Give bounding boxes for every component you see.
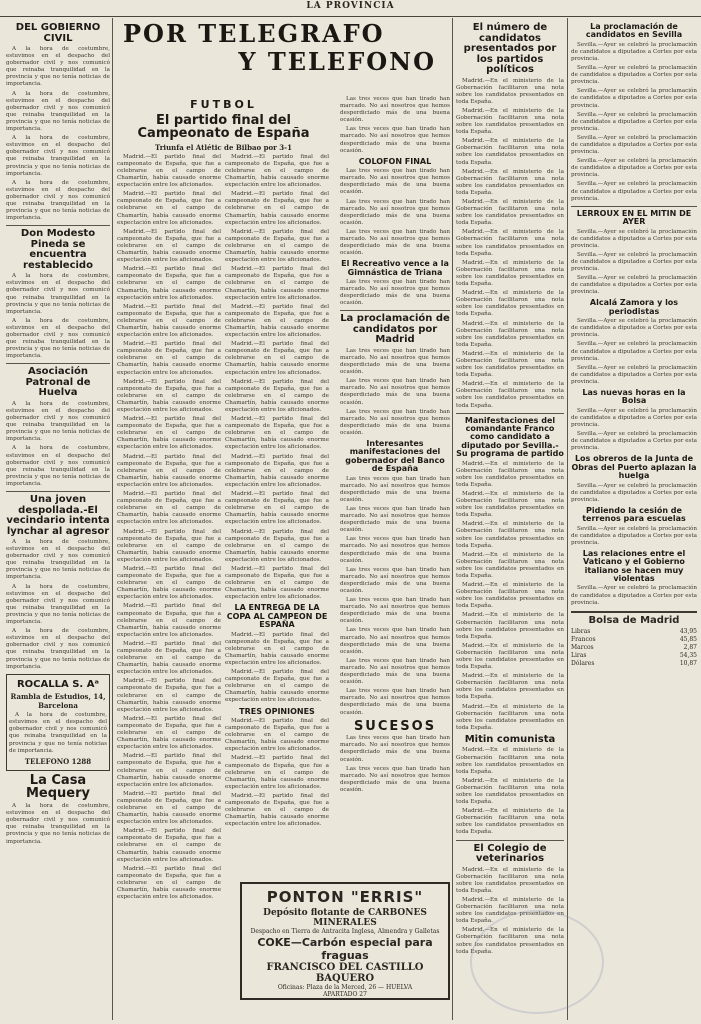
article-text: Madrid.—El partido final del campeonato de España, que fue a celebrarse en el campo de Chamartín, había causado enorme expectación entre los aficionados. bbox=[117, 715, 221, 751]
article-text: Madrid.—El partido final del campeonato de España, que fue a celebrarse en el campo de Chamartín, había causado enorme expectación entre los aficionados. bbox=[117, 640, 221, 676]
article-text: Madrid.—El partido final del campeonato de España, que fue a celebrarse en el campo de Chamartín, había causado enorme expectación entre los aficionados. bbox=[225, 341, 329, 376]
article-text: Madrid.—El partido final del campeonato de España, que fue a celebrarse en el campo de Chamartín, había causado enorme expectación entre los aficionados. bbox=[117, 416, 221, 451]
stock-label: Liras bbox=[571, 651, 587, 659]
article-text: Sevilla.—Ayer se celebró la proclamación de candidatos a diputados a Cortes por esta provincia. bbox=[571, 251, 697, 272]
article-text: Madrid.—En el ministerio de la Gobernación facilitaron una nota sobre los candidatos presentados en toda España. bbox=[456, 138, 564, 166]
article-text: Madrid.—En el ministerio de la Gobernación facilitaron una nota sobre los candidatos presentados en toda España. bbox=[456, 703, 564, 731]
masthead-title: LA PROVINCIA bbox=[306, 1, 395, 11]
divider bbox=[6, 491, 110, 492]
article-text: Sevilla.—Ayer se celebró la proclamación de candidatos a diputados a Cortes por esta provincia. bbox=[571, 134, 697, 156]
article-text: Madrid.—En el ministerio de la Gobernación facilitaron una nota sobre los candidatos presentados en toda España. bbox=[456, 381, 564, 409]
headline: El número de candidatos presentados por los partidos políticos bbox=[463, 22, 557, 75]
article-text: Madrid.—El partido final del campeonato de España, que fue a celebrarse en el campo de Chamartín, había causado enorme expectación entre los aficionados. bbox=[117, 453, 221, 488]
advertisement-rocalla bbox=[6, 674, 110, 771]
article-text: A la hora de costumbre, estuvimos en el despacho del gobernador civil y nos comunicó que reinaba tranquilidad en la provincia y que no tenía noticias de importancia. bbox=[6, 803, 110, 845]
subheadline: Triunfa el Atlétic de Bilbao por 3-1 bbox=[155, 142, 292, 152]
article-text: Madrid.—El partido final del campeonato de España, que fue a celebrarse en el campo de Chamartín, había causado enorme expectación entre los aficionados. bbox=[117, 491, 221, 526]
banner-line-1: POR TELEGRAFO bbox=[123, 19, 385, 48]
article-text: Madrid.—El partido final del campeonato de España, que fue a celebrarse en el campo de Chamartín, había causado enorme expectación entre los aficionados. bbox=[117, 378, 221, 414]
article-text: Las tres veces que han tirado han marcado. No así nosotros que hemos desperdiciado más de una buena ocasión. bbox=[340, 505, 450, 534]
article-text: Sevilla.—Ayer se celebró la proclamación de candidatos a diputados a Cortes por esta provincia. bbox=[571, 275, 697, 296]
headline: Alcalá Zamora y los periodistas bbox=[589, 298, 679, 316]
article-text: A la hora de costumbre, estuvimos en el despacho del gobernador civil y nos comunicó que reinaba tranquilidad en la provincia y que no tenía noticias de importancia. bbox=[6, 135, 110, 177]
article-text: Sevilla.—Ayer se celebró la proclamación de candidatos a diputados a Cortes por esta provincia. bbox=[571, 88, 697, 109]
article-text: Madrid.—El partido final del campeonato de España, que fue a celebrarse en el campo de Chamartín, había causado enorme expectación entre los aficionados. bbox=[225, 491, 329, 526]
column-1 bbox=[6, 20, 110, 1020]
article-text: Madrid.—El partido final del campeonato de España, que fue a celebrarse en el campo de Chamartín, había causado enorme expectación entre los aficionados. bbox=[225, 717, 329, 753]
article-text: Las tres veces que han tirado han marcado. No así nosotros que hemos desperdiciado más de una buena ocasión. bbox=[340, 279, 450, 307]
article-text: Madrid.—En el ministerio de la Gobernación facilitaron una nota sobre los candidatos presentados en toda España. bbox=[456, 866, 564, 894]
ad-text: A la hora de costumbre, estuvimos en el despacho del gobernador civil y nos comunicó que reinaba tranquilidad en la provincia y que no tenía noticias de importancia. bbox=[9, 712, 107, 754]
article-text: Madrid.—En el ministerio de la Gobernación facilitaron una nota sobre los candidatos presentados en toda España. bbox=[456, 896, 564, 925]
article-text: Sevilla.—Ayer se celebró la proclamación de candidatos a diputados a Cortes por esta provincia. bbox=[571, 318, 697, 339]
ad-line: Oficinas: Plaza de la Merced, 26 — HUELVA bbox=[277, 984, 413, 991]
article-text: Madrid.—En el ministerio de la Gobernación facilitaron una nota sobre los candidatos presentados en toda España. bbox=[456, 290, 564, 318]
article-text: Las tres veces que han tirado han marcado. No así nosotros que hemos desperdiciado más de una buena ocasión. bbox=[340, 657, 450, 686]
column-3 bbox=[340, 96, 450, 876]
article-text: Madrid.—En el ministerio de la Gobernación facilitaron una nota sobre los candidatos presentados en toda España. bbox=[456, 582, 564, 610]
stock-label: Marcos bbox=[571, 643, 594, 651]
article-text: Madrid.—En el ministerio de la Gobernación facilitaron una nota sobre los candidatos presentados en toda España. bbox=[456, 259, 564, 288]
headline: Las nuevas horas en la Bolsa bbox=[582, 388, 686, 406]
ad-title: PONTON "ERRIS" bbox=[266, 888, 424, 906]
article-text: A la hora de costumbre, estuvimos en el despacho del gobernador civil y nos comunicó que reinaba tranquilidad en la provincia y que no tenía noticias de importancia. bbox=[6, 179, 110, 222]
stock-title: Bolsa de Madrid bbox=[588, 614, 680, 626]
article-text: A la hora de costumbre, estuvimos en el despacho del gobernador civil y nos comunicó que reinaba tranquilidad en la provincia y que no tenía noticias de importancia. bbox=[6, 539, 110, 581]
article-text: Las tres veces que han tirado han marcado. No así nosotros que hemos desperdiciado más de una buena ocasión. bbox=[340, 347, 450, 376]
headline: Asociación Patronal de Huelva bbox=[25, 366, 91, 399]
article-text: Las tres veces que han tirado han marcado. No así nosotros que hemos desperdiciado más de una buena ocasión. bbox=[340, 475, 450, 503]
column-5 bbox=[571, 20, 697, 1020]
column-rule bbox=[452, 18, 453, 1020]
article-text: Madrid.—El partido final del campeonato de España, que fue a celebrarse en el campo de Chamartín, había causado enorme expectación entre los aficionados. bbox=[117, 753, 221, 788]
article-text: Madrid.—En el ministerio de la Gobernación facilitaron una nota sobre los candidatos presentados en toda España. bbox=[456, 808, 564, 836]
headline: La proclamación de candidatos por Madrid bbox=[340, 313, 450, 346]
article-text: Madrid.—El partido final del campeonato de España, que fue a celebrarse en el campo de Chamartín, había causado enorme expectación entre los aficionados. bbox=[225, 755, 329, 790]
headline: DEL GOBIERNO CIVIL bbox=[15, 22, 101, 44]
article-text: Las tres veces que han tirado han marcado. No así nosotros que hemos desperdiciado más de una buena ocasión. bbox=[340, 597, 450, 625]
article-text: Madrid.—En el ministerio de la Gobernación facilitaron una nota sobre los candidatos presentados en toda España. bbox=[456, 460, 564, 488]
article-text: Las tres veces que han tirado han marcado. No así nosotros que hemos desperdiciado más de una buena ocasión. bbox=[340, 566, 450, 595]
article-text: Las tres veces que han tirado han marcado. No así nosotros que hemos desperdiciado más de una buena ocasión. bbox=[340, 96, 450, 124]
article-text: Madrid.—El partido final del campeonato de España, que fue a celebrarse en el campo de Chamartín, había causado enorme expectación entre los aficionados. bbox=[225, 378, 329, 414]
article-text: A la hora de costumbre, estuvimos en el despacho del gobernador civil y nos comunicó que reinaba tranquilidad en la provincia y que no tenía noticias de importancia. bbox=[6, 445, 110, 487]
banner-line-2: Y TELEFONO bbox=[238, 47, 436, 76]
headline: Manifestaciones del comandante Franco como candidato a diputado por Sevilla.-Su programa de partido bbox=[456, 415, 564, 459]
stock-value: 2,87 bbox=[683, 643, 697, 651]
article-text: Madrid.—En el ministerio de la Gobernación facilitaron una nota sobre los candidatos presentados en toda España. bbox=[456, 551, 564, 579]
article-text: Madrid.—El partido final del campeonato de España, que fue a celebrarse en el campo de Chamartín, había causado enorme expectación entre los aficionados. bbox=[117, 303, 221, 339]
article-text: A la hora de costumbre, estuvimos en el despacho del gobernador civil y nos comunicó que reinaba tranquilidad en la provincia y que no tenía noticias de importancia. bbox=[6, 317, 110, 360]
article-text: Madrid.—En el ministerio de la Gobernación facilitaron una nota sobre los candidatos presentados en toda España. bbox=[456, 77, 564, 105]
article-text: Madrid.—El partido final del campeonato de España, que fue a celebrarse en el campo de Chamartín, había causado enorme expectación entre los aficionados. bbox=[225, 266, 329, 301]
headline: Las relaciones entre el Vaticano y el Gobierno italiano se hacen muy violentas bbox=[582, 548, 686, 584]
article-text: Madrid.—El partido final del campeonato de España, que fue a celebrarse en el campo de Chamartín, había causado enorme expectación entre los aficionados. bbox=[117, 678, 221, 713]
ad-subtitle: Rambla de Estudios, 14, Barcelona bbox=[10, 692, 106, 711]
article-text: Madrid.—El partido final del campeonato de España, que fue a celebrarse en el campo de Chamartín, había causado enorme expectación entre los aficionados. bbox=[225, 416, 329, 451]
divider bbox=[456, 840, 564, 841]
stock-row bbox=[571, 660, 697, 668]
column-4 bbox=[456, 20, 564, 1020]
article-text: Madrid.—En el ministerio de la Gobernación facilitaron una nota sobre los candidatos presentados en toda España. bbox=[456, 747, 564, 775]
stock-value: 54,35 bbox=[679, 651, 697, 659]
article-text: Las tres veces que han tirado han marcado. No así nosotros que hemos desperdiciado más de una buena ocasión. bbox=[340, 688, 450, 716]
article-text: Sevilla.—Ayer se celebró la proclamación de candidatos a diputados a Cortes por esta provincia. bbox=[571, 65, 697, 86]
headline: LERROUX EN EL MITIN DE AYER bbox=[576, 208, 692, 227]
article-columns bbox=[117, 154, 330, 903]
article-column bbox=[117, 154, 221, 903]
article-text: Las tres veces que han tirado han marcado. No así nosotros que hemos desperdiciado más de una buena ocasión. bbox=[340, 168, 450, 196]
ad-line: FRANCISCO DEL CASTILLO BAQUERO bbox=[266, 962, 424, 984]
article-text: Madrid.—En el ministerio de la Gobernación facilitaron una nota sobre los candidatos presentados en toda España. bbox=[456, 168, 564, 196]
article-text: Madrid.—En el ministerio de la Gobernación facilitaron una nota sobre los candidatos presentados en toda España. bbox=[456, 777, 564, 806]
divider bbox=[6, 363, 110, 364]
article-text: Madrid.—El partido final del campeonato de España, que fue a celebrarse en el campo de Chamartín, había causado enorme expectación entre los aficionados. bbox=[117, 565, 221, 601]
article-text: Madrid.—El partido final del campeonato de España, que fue a celebrarse en el campo de Chamartín, había causado enorme expectación entre los aficionados. bbox=[225, 565, 329, 601]
article-text: Madrid.—El partido final del campeonato de España, que fue a celebrarse en el campo de Chamartín, había causado enorme expectación entre los aficionados. bbox=[117, 603, 221, 638]
headline: Una joven despollada.-El vecindario intenta lynchar al agresor bbox=[6, 494, 110, 537]
article-text: Las tres veces que han tirado han marcado. No así nosotros que hemos desperdiciado más de una buena ocasión. bbox=[340, 126, 450, 154]
column-2 bbox=[117, 96, 330, 901]
article-text: A la hora de costumbre, estuvimos en el despacho del gobernador civil y nos comunicó que reinaba tranquilidad en la provincia y que no tenía noticias de importancia. bbox=[6, 273, 110, 315]
divider bbox=[571, 206, 697, 207]
headline: Don Modesto Pineda se encuentra restablecido bbox=[20, 228, 96, 271]
article-text: Madrid.—El partido final del campeonato de España, que fue a celebrarse en el campo de Chamartín, había causado enorme expectación entre los aficionados. bbox=[225, 303, 329, 339]
article-text: Sevilla.—Ayer se celebró la proclamación de candidatos a diputados a Cortes por esta provincia. bbox=[571, 585, 697, 606]
article-text: Madrid.—El partido final del campeonato de España, que fue a celebrarse en el campo de Chamartín, había causado enorme expectación entre los aficionados. bbox=[117, 341, 221, 376]
masthead-bar bbox=[0, 0, 701, 17]
article-text: Madrid.—El partido final del campeonato de España, que fue a celebrarse en el campo de Chamartín, había causado enorme expectación entre los aficionados. bbox=[117, 528, 221, 563]
headline: Interesantes manifestaciones del gobernador del Banco de España bbox=[345, 439, 445, 474]
article-text: Sevilla.—Ayer se celebró la proclamación de candidatos a diputados a Cortes por esta provincia. bbox=[571, 431, 697, 452]
section-label: FUTBOL bbox=[190, 98, 257, 111]
article-text: Las tres veces que han tirado han marcado. No así nosotros que hemos desperdiciado más de una buena ocasión. bbox=[340, 228, 450, 257]
article-text: Madrid.—El partido final del campeonato de España, que fue a celebrarse en el campo de Chamartín, había causado enorme expectación entre los aficionados. bbox=[117, 828, 221, 863]
ad-line: Depósito flotante de CARBONES MINERALES bbox=[263, 908, 427, 928]
article-text: Sevilla.—Ayer se celebró la proclamación de candidatos a diputados a Cortes por esta provincia. bbox=[571, 181, 697, 202]
article-text: A la hora de costumbre, estuvimos en el despacho del gobernador civil y nos comunicó que reinaba tranquilidad en la provincia y que no tenía noticias de importancia. bbox=[6, 46, 110, 88]
article-text: Madrid.—El partido final del campeonato de España, que fue a celebrarse en el campo de Chamartín, había causado enorme expectación entre los aficionados. bbox=[225, 792, 329, 828]
article-text: Madrid.—El partido final del campeonato de España, que fue a celebrarse en el campo de Chamartín, había causado enorme expectación entre los aficionados. bbox=[225, 228, 329, 264]
divider bbox=[340, 310, 450, 311]
ad-line: Despacho en Tierra de Antracita Inglesa, Almendra y Galletas bbox=[250, 928, 440, 935]
article-text: Sevilla.—Ayer se celebró la proclamación de candidatos a diputados a Cortes por esta provincia. bbox=[571, 228, 697, 249]
stock-row bbox=[571, 652, 697, 660]
article-text: Madrid.—El partido final del campeonato de España, que fue a celebrarse en el campo de Chamartín, había causado enorme expectación entre los aficionados. bbox=[117, 153, 221, 189]
headline: Mitin comunista bbox=[464, 733, 556, 745]
article-text: Madrid.—El partido final del campeonato de España, que fue a celebrarse en el campo de Chamartín, había causado enorme expectación entre los aficionados. bbox=[117, 191, 221, 226]
article-text: Sevilla.—Ayer se celebró la proclamación de candidatos a diputados a Cortes por esta provincia. bbox=[571, 158, 697, 179]
stock-row bbox=[571, 644, 697, 652]
stock-value: 43,95 bbox=[679, 627, 697, 635]
article-text: A la hora de costumbre, estuvimos en el despacho del gobernador civil y nos comunicó que reinaba tranquilidad en la provincia y que no tenía noticias de importancia. bbox=[6, 90, 110, 133]
advertisement-ponton-erris bbox=[240, 882, 450, 1000]
article-text: Madrid.—En el ministerio de la Gobernación facilitaron una nota sobre los candidatos presentados en toda España. bbox=[456, 107, 564, 136]
article-text: Madrid.—El partido final del campeonato de España, que fue a celebrarse en el campo de Chamartín, había causado enorme expectación entre los aficionados. bbox=[225, 153, 329, 189]
headline: El Recreativo vence a la Gimnástica de Triana bbox=[341, 259, 449, 277]
divider bbox=[6, 225, 110, 226]
headline: LA ENTREGA DE LA COPA AL CAMPEON DE ESPAÑA bbox=[226, 603, 328, 630]
article-text: Sevilla.—Ayer se celebró la proclamación de candidatos a diputados a Cortes por esta provincia. bbox=[571, 407, 697, 428]
article-text: Madrid.—En el ministerio de la Gobernación facilitaron una nota sobre los candidatos presentados en toda España. bbox=[456, 350, 564, 379]
library-stamp bbox=[470, 910, 604, 1014]
article-text: Madrid.—El partido final del campeonato de España, que fue a celebrarse en el campo de Chamartín, había causado enorme expectación entre los aficionados. bbox=[225, 631, 329, 666]
article-text: Madrid.—En el ministerio de la Gobernación facilitaron una nota sobre los candidatos presentados en toda España. bbox=[456, 521, 564, 549]
article-text: Las tres veces que han tirado han marcado. No así nosotros que hemos desperdiciado más de una buena ocasión. bbox=[340, 198, 450, 226]
stock-value: 10,87 bbox=[679, 659, 697, 667]
article-text: Madrid.—En el ministerio de la Gobernación facilitaron una nota sobre los candidatos presentados en toda España. bbox=[456, 320, 564, 348]
ad-phone: TELEFONO 1288 bbox=[24, 756, 92, 766]
article-text: Madrid.—El partido final del campeonato de España, que fue a celebrarse en el campo de Chamartín, había causado enorme expectación entre los aficionados. bbox=[117, 790, 221, 826]
ad-title: ROCALLA S. Aᵃ bbox=[16, 678, 100, 690]
headline: TRES OPINIONES bbox=[239, 706, 315, 716]
headline: Los obreros de la Junta de Obras del Puerto aplazan la huelga bbox=[571, 454, 697, 481]
article-text: Sevilla.—Ayer se celebró la proclamación de candidatos a diputados a Cortes por esta provincia. bbox=[571, 341, 697, 362]
article-text: Madrid.—En el ministerio de la Gobernación facilitaron una nota sobre los candidatos presentados en toda España. bbox=[456, 229, 564, 257]
ad-title: La Casa Mequery bbox=[25, 772, 91, 802]
section-banner bbox=[115, 20, 450, 92]
article-text: Madrid.—En el ministerio de la Gobernación facilitaron una nota sobre los candidatos presentados en toda España. bbox=[456, 490, 564, 519]
stock-label: Dólares bbox=[571, 659, 595, 667]
article-text: Las tres veces que han tirado han marcado. No así nosotros que hemos desperdiciado más de una buena ocasión. bbox=[340, 378, 450, 406]
stock-label: Francos bbox=[571, 635, 596, 643]
stock-table bbox=[571, 611, 697, 668]
article-column bbox=[225, 154, 329, 903]
article-text: Madrid.—En el ministerio de la Gobernación facilitaron una nota sobre los candidatos presentados en toda España. bbox=[456, 642, 564, 671]
article-text: A la hora de costumbre, estuvimos en el despacho del gobernador civil y nos comunicó que reinaba tranquilidad en la provincia y que no tenía noticias de importancia. bbox=[6, 583, 110, 626]
article-text: Sevilla.—Ayer se celebró la proclamación de candidatos a diputados a Cortes por esta provincia. bbox=[571, 111, 697, 132]
article-text: Madrid.—En el ministerio de la Gobernación facilitaron una nota sobre los candidatos presentados en toda España. bbox=[456, 673, 564, 701]
article-text: Madrid.—El partido final del campeonato de España, que fue a celebrarse en el campo de Chamartín, había causado enorme expectación entre los aficionados. bbox=[225, 453, 329, 488]
article-text: Las tres veces que han tirado han marcado. No así nosotros que hemos desperdiciado más de una buena ocasión. bbox=[340, 735, 450, 763]
article-text: Madrid.—El partido final del campeonato de España, que fue a celebrarse en el campo de Chamartín, había causado enorme expectación entre los aficionados. bbox=[117, 266, 221, 301]
headline: SUCESOS bbox=[353, 718, 437, 734]
article-text: Sevilla.—Ayer se celebró la proclamación de candidatos a diputados a Cortes por esta provincia. bbox=[571, 41, 697, 62]
stock-row bbox=[571, 636, 697, 644]
divider bbox=[456, 413, 564, 414]
article-text: Madrid.—El partido final del campeonato de España, que fue a celebrarse en el campo de Chamartín, había causado enorme expectación entre los aficionados. bbox=[225, 669, 329, 704]
column-rule bbox=[567, 18, 568, 1020]
stock-label: Libras bbox=[571, 627, 591, 635]
article-text: Las tres veces que han tirado han marcado. No así nosotros que hemos desperdiciado más de una buena ocasión. bbox=[340, 536, 450, 564]
article-text: Madrid.—El partido final del campeonato de España, que fue a celebrarse en el campo de Chamartín, había causado enorme expectación entre los aficionados. bbox=[225, 528, 329, 563]
stock-row bbox=[571, 628, 697, 636]
article-text: Sevilla.—Ayer se celebró la proclamación de candidatos a diputados a Cortes por esta provincia. bbox=[571, 364, 697, 385]
article-text: A la hora de costumbre, estuvimos en el despacho del gobernador civil y nos comunicó que reinaba tranquilidad en la provincia y que no tenía noticias de importancia. bbox=[6, 628, 110, 670]
headline: El Colegio de veterinarios bbox=[473, 842, 547, 865]
headline: El partido final del Campeonato de España bbox=[137, 112, 310, 142]
article-text: Madrid.—El partido final del campeonato de España, que fue a celebrarse en el campo de Chamartín, había causado enorme expectación entre los aficionados. bbox=[117, 865, 221, 901]
ad-line: APARTADO 27 bbox=[323, 991, 367, 998]
stock-value: 45,85 bbox=[679, 635, 697, 643]
article-text: Sevilla.—Ayer se celebró la proclamación de candidatos a diputados a Cortes por esta provincia. bbox=[571, 482, 697, 503]
article-text: Madrid.—En el ministerio de la Gobernación facilitaron una nota sobre los candidatos presentados en toda España. bbox=[456, 612, 564, 640]
article-text: Sevilla.—Ayer se celebró la proclamación de candidatos a diputados a Cortes por esta provincia. bbox=[571, 525, 697, 546]
article-text: Las tres veces que han tirado han marcado. No así nosotros que hemos desperdiciado más de una buena ocasión. bbox=[340, 765, 450, 793]
article-text: Madrid.—En el ministerio de la Gobernación facilitaron una nota sobre los candidatos presentados en toda España. bbox=[456, 199, 564, 227]
headline: COLOFON FINAL bbox=[358, 156, 432, 166]
article-text: A la hora de costumbre, estuvimos en el despacho del gobernador civil y nos comunicó que reinaba tranquilidad en la provincia y que no tenía noticias de importancia. bbox=[6, 400, 110, 443]
headline: La proclamación de candidatos en Sevilla bbox=[585, 22, 683, 40]
ad-line: COKE—Carbón especial para fraguas bbox=[257, 936, 433, 962]
headline: Pidiendo la cesión de terrenos para escuelas bbox=[582, 505, 686, 524]
article-text: Madrid.—El partido final del campeonato de España, que fue a celebrarse en el campo de Chamartín, había causado enorme expectación entre los aficionados. bbox=[225, 191, 329, 226]
article-text: Las tres veces que han tirado han marcado. No así nosotros que hemos desperdiciado más de una buena ocasión. bbox=[340, 627, 450, 655]
article-text: Las tres veces que han tirado han marcado. No así nosotros que hemos desperdiciado más de una buena ocasión. bbox=[340, 408, 450, 436]
article-text: Madrid.—En el ministerio de la Gobernación facilitaron una nota sobre los candidatos presentados en toda España. bbox=[456, 927, 564, 955]
column-rule bbox=[112, 18, 113, 1020]
article-text: Madrid.—El partido final del campeonato de España, que fue a celebrarse en el campo de Chamartín, había causado enorme expectación entre los aficionados. bbox=[117, 228, 221, 264]
